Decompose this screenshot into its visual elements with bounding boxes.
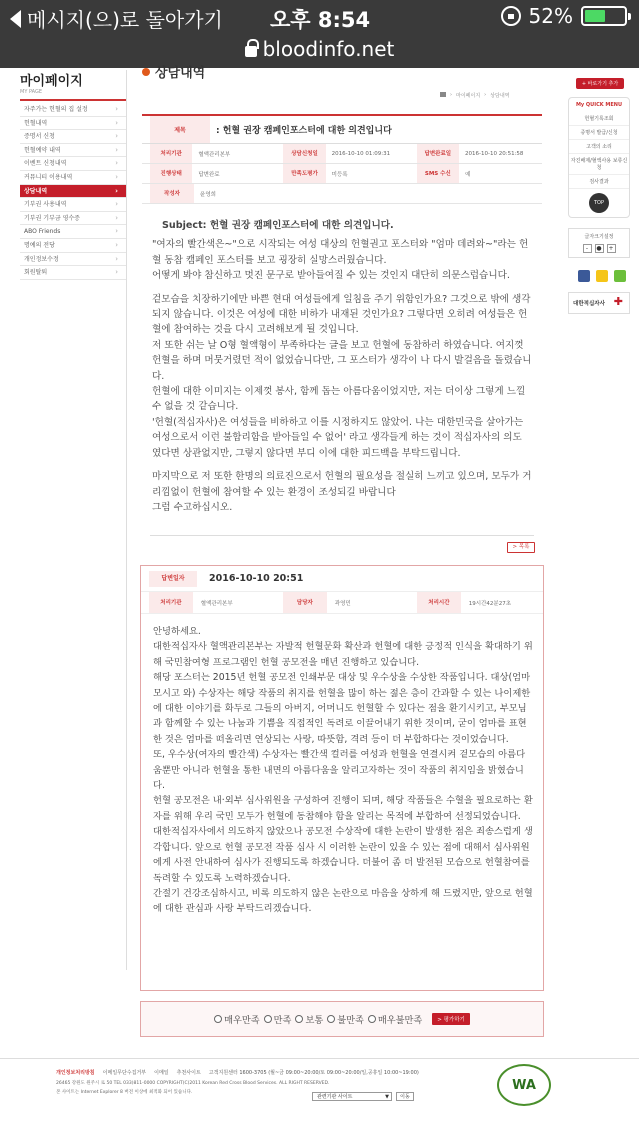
post-title: : 헌혈 권장 캠페인포스터에 대한 의견입니다 — [216, 126, 392, 136]
sidebar-item-certificate[interactable]: 증명서 신청 › — [20, 130, 126, 144]
radio-icon[interactable] — [264, 1015, 272, 1023]
home-icon[interactable] — [440, 92, 446, 97]
rotation-lock-icon — [501, 6, 521, 26]
kakaostory-icon[interactable] — [596, 270, 608, 282]
quick-item-certificate[interactable]: 증명서 발급/신청 — [569, 126, 629, 140]
go-button[interactable]: 이동 — [396, 1092, 414, 1101]
post-paragraph: "여자의 빨간색은~"으로 시작되는 여성 대상의 헌혈권고 포스터와 "엄마 데려와~"라는 헌혈 동참 캠페인 포스터를 보고 굉장히 실망스러웠습니다. 어떻게 봐야 참신하고 멋진 문구로 받아들여질 수 있는 것인지 대단히 의문스럽습니다. — [152, 239, 529, 282]
sidebar-title: 마이페이지 — [20, 74, 83, 89]
post-body — [142, 204, 542, 515]
redcross-label: 대한적십자사 — [573, 301, 605, 307]
url-text: bloodinfo.net — [262, 37, 395, 61]
satisfaction-rating — [140, 1001, 544, 1037]
info-key: 처리시간 — [417, 592, 461, 613]
clock: 오후 8:54 — [270, 8, 371, 32]
sidebar-subtitle: MY PAGE — [20, 89, 126, 101]
info-key: 작성자 — [150, 184, 194, 203]
answer-date-label: 답변일자 — [149, 571, 197, 587]
breadcrumb — [440, 92, 509, 99]
radio-icon[interactable] — [368, 1015, 376, 1023]
quick-menu-title: My QUICK MENU — [575, 102, 623, 108]
info-value: 혈액관리본부 — [200, 600, 233, 607]
answer-date: 2016-10-10 20:51 — [209, 573, 304, 584]
footer-link-email-refusal[interactable]: 이메일무단수집거부 — [102, 1070, 147, 1076]
radio-icon[interactable] — [327, 1015, 335, 1023]
red-cross-icon: ✚ — [613, 295, 623, 308]
rating-label: 매우불만족 — [377, 1015, 423, 1026]
rating-option-very-dissatisfied[interactable] — [368, 1012, 422, 1026]
post-detail — [142, 114, 542, 523]
quick-menu — [568, 97, 630, 218]
info-key: 진행상태 — [150, 164, 192, 183]
info-key: SMS 수신 — [417, 164, 459, 183]
info-value: 윤영희 — [200, 191, 216, 198]
info-value: 미등록 — [331, 171, 348, 178]
sidebar-item-donation-history[interactable]: 헌혈내역 › — [20, 117, 126, 131]
info-value: 혈액관리본부 — [198, 151, 231, 158]
font-size-control — [568, 228, 630, 258]
info-value: 곽영민 — [334, 600, 351, 607]
info-value: 2016-10-10 01:09:31 — [331, 150, 391, 157]
sidebar-item-event[interactable]: 이벤트 신청내역 › — [20, 157, 126, 171]
title-label: 제목 — [150, 116, 210, 143]
bullet-icon — [142, 68, 150, 76]
facebook-icon[interactable] — [578, 270, 590, 282]
list-button[interactable]: > 목록 — [507, 542, 535, 553]
info-value: 답변완료 — [198, 171, 220, 178]
page-title-text: 상담내역 — [155, 66, 206, 81]
sidebar-item-community[interactable]: 커뮤니티 이용내역 › — [20, 171, 126, 185]
answer-box — [140, 565, 544, 991]
sidebar-divider — [126, 70, 127, 970]
sidebar-item-withdraw[interactable]: 회원탈퇴 › — [20, 266, 126, 280]
rating-option-neutral[interactable] — [295, 1012, 323, 1026]
info-row — [142, 184, 542, 204]
sidebar-item-receipt[interactable]: 기부권 기부금 영수증 › — [20, 212, 126, 226]
sidebar-item-consultation[interactable]: 상담내역 › — [20, 185, 126, 199]
url-bar[interactable] — [0, 37, 639, 61]
rating-label: 만족 — [273, 1015, 292, 1026]
info-key: 답변완료일 — [417, 144, 459, 163]
footer-link-email[interactable]: 이메일 — [154, 1070, 169, 1076]
battery-percent: 52% — [528, 4, 573, 28]
padlock-icon — [245, 46, 257, 57]
post-paragraph: 마지막으로 저 또한 한명의 의료진으로서 헌혈의 필요성을 절실히 느끼고 있으며, 모두가 거리낌없이 헌혈에 참여할 수 있는 환경이 조성되길 바랍니다 그럼 수고하십시오. — [152, 471, 532, 513]
info-key: 처리기관 — [149, 592, 193, 613]
font-decrease-button[interactable]: - — [583, 244, 592, 253]
rating-label: 보통 — [305, 1015, 324, 1026]
font-size-buttons — [573, 244, 625, 253]
blog-icon[interactable] — [614, 270, 626, 282]
post-subject: Subject: 헌혈 권장 캠페인포스터에 대한 의견입니다. — [162, 220, 394, 231]
sidebar-item-favorite-center[interactable]: 자주가는 헌혈의 집 설정 › — [20, 103, 126, 117]
footer-browser-note: 본 사이트는 Internet Explorer 8 버전 이상에 최적화 되어 있습니다. — [56, 1090, 193, 1095]
rating-option-very-satisfied[interactable] — [214, 1012, 260, 1026]
post-title-row — [142, 114, 542, 144]
status-indicators — [501, 4, 627, 28]
quick-item-test-result[interactable]: 검사결과 — [569, 175, 629, 189]
breadcrumb-sep: › — [484, 92, 487, 98]
info-value: 19시간42분27초 — [468, 600, 512, 607]
back-to-messages-button[interactable] — [10, 4, 223, 33]
info-key: 처리기관 — [150, 144, 192, 163]
rating-label: 매우만족 — [224, 1015, 260, 1026]
back-label: 메시지(으)로 돌아가기 — [27, 8, 223, 32]
breadcrumb-mypage[interactable]: 마이페이지 — [456, 93, 481, 99]
add-shortcut-button[interactable]: + 바로가기 추가 — [576, 78, 624, 89]
footer-links — [56, 1069, 419, 1076]
font-reset-button[interactable]: ● — [596, 245, 602, 252]
battery-icon — [581, 6, 627, 26]
footer-address: 26465 강원도 원주시 로 50 TEL 033)811-0000 COPYRIGHT(C)2011 Korean Red Cross Blood Services. ALL RIGHT RESERVED. — [56, 1081, 330, 1086]
radio-icon[interactable] — [214, 1015, 222, 1023]
sidebar — [20, 70, 126, 280]
submit-rating-button[interactable]: > 평가하기 — [432, 1013, 470, 1025]
rating-label: 불만족 — [337, 1015, 364, 1026]
footer-support-center: 고객지원센터 1600-3705 (월~금 09:00~20:00/토 09:00~20:00/일,공휴일 10:00~19:00) — [208, 1070, 419, 1076]
sidebar-item-abo-friends[interactable]: ABO Friends › — [20, 225, 126, 239]
sidebar-item-edit-profile[interactable]: 개인정보수정 › — [20, 253, 126, 267]
post-paragraph: 겉모습을 치장하기에만 바쁜 현대 여성들에게 일침을 주기 위함인가요? 그것으로 밖에 생각되지 않습니다. 이것은 여성에 대한 비하가 내재된 것인가요? 그렇다면 오히려 여성들은 헌혈에 참여하는 것을 다시 고려해보게 될 것입니다. 저 또한 쉬는 날 O형 혈액형이 부족하다는 글을 보고 헌혈에 동참하러 하였습니다. 여지껏 헌혈을 하며 머뭇거렸던 적이 없었습니다만, 그 포스터가 생각이 나 다시 발걸음을 돌렸습니다. 헌혈에 대한 이미지는 이제껏 봉사, 함께 돕는 아름다움이었지만, 저는 더이상 그렇게 느낄 수 없을 것 같습니다. '헌혈(적십자사)은 여성들을 비하하고 이를 시정하지도 않았어. 나는 대한민국을 살아가는 여성으로서 이런 불합리함을 받아들일 수 없어' 라고 생각들게 하는 것이 적십자사의 의도 였다면 상관없지만, 그렇지 않다면 부디 이에 대한 피드백을 부탁드립니다. — [152, 293, 532, 459]
sidebar-item-reservation[interactable]: 헌혈예약 내역 › — [20, 144, 126, 158]
page-title — [142, 62, 205, 81]
related-sites-select[interactable]: 관련기관 사이트 ▼ — [312, 1092, 392, 1101]
quick-item-customer-voice[interactable]: 고객의 소리 — [569, 140, 629, 154]
web-accessibility-badge: WA — [497, 1064, 551, 1106]
quick-sidebar — [566, 78, 632, 314]
footer-link-recommended[interactable]: 추천사이트 — [176, 1070, 201, 1076]
info-value: 2016-10-10 20:51:58 — [465, 150, 524, 157]
answer-text: 안녕하세요. 대한적십자사 혈액관리본부는 자발적 헌혈문화 확산과 헌혈에 대한 긍정적 인식을 확대하기 위해 국민참여형 프로그램인 헌혈 공모전을 매년 진행하고 있습니다. 해당 포스터는 2015년 헌혈 공모전 인쇄부문 대상 및 우수상을 수상한 작품입니다. 대상(엄마모시고 와) 수상자는 해당 작품의 취지를 헌혈을 많이 하는 젊은 층이 간과할 수 있는 나이제한에 대한 이야기를 화두로 그들의 아버지, 어머니도 헌혈할 수 있다는 점을 환기시키고, 부모님과 함께할 수 있는 나눔과 기쁨을 직접적인 독려로 이끌어내기 위한 것이며, 굳이 엄마를 표현한 것은 엄마를 떠올리면 연상되는 사랑, 따뜻함, 격려 등이 더 부합하다는 것이었습니다. 또, 우수상(여자의 빨간색) 수상자는 빨간색 컬러를 여성과 헌혈을 연결시켜 겉모습의 아름다움뿐만 아니라 헌혈을 통한 내면의 아름다움을 알리고자하는 것이 작품의 취지임을 밝혔습니다. 헌혈 공모전은 내·외부 심사위원을 구성하여 진행이 되며, 해당 작품들은 수혈을 필요로하는 환자를 위해 우리 국민 모두가 헌혈에 동참해야 함을 알리는 목적에 부합하여 선정되었습니다. 대한적십자사에서 의도하지 않았으나 공모전 수상작에 대한 논란이 발생한 점은 죄송스럽게 생각합니다. 앞으로 헌혈 공모전 작품 심사 시 이러한 논란이 있을 수 있는 점에 대해서 심사위원에게 사전 안내하여 심사가 진행되도록 하겠습니다. 더불어 좀 더 발전된 모습으로 헌혈참여를 독려할 수 있도록 노력하겠습니다. 간절기 건강조심하시고, 비록 의도하지 않은 논란으로 마음을 상하게 해 드렸지만, 앞으로 헌혈에 대한 관심과 사랑 부탁드리겠습니다. — [153, 626, 533, 915]
top-button[interactable]: TOP — [589, 193, 609, 213]
breadcrumb-sep: › — [450, 92, 452, 98]
browser-status-bar — [0, 0, 639, 68]
radio-icon[interactable] — [295, 1015, 303, 1023]
answer-info-row — [141, 592, 543, 614]
info-row — [142, 164, 542, 184]
info-value: 예 — [465, 171, 471, 178]
post-divider — [150, 535, 534, 536]
info-key: 상담신청일 — [283, 144, 325, 163]
font-size-title: 글자크기설정 — [584, 234, 614, 240]
info-key: 만족도평가 — [283, 164, 325, 183]
sidebar-item-hall-of-fame[interactable]: 명예의 전당 › — [20, 239, 126, 253]
social-links — [578, 270, 632, 282]
sidebar-item-donation-voucher[interactable]: 기부권 사용내역 › — [20, 198, 126, 212]
font-increase-button[interactable]: + — [608, 245, 614, 252]
breadcrumb-current: 상담내역 — [490, 93, 510, 99]
redcross-link[interactable] — [568, 292, 630, 314]
quick-item-self-exclusion[interactable]: 자진배제/혈액사용 보류신청 — [569, 154, 629, 175]
back-arrow-icon — [10, 10, 21, 28]
quick-item-donation-record[interactable]: 헌혈기록조회 — [569, 112, 629, 126]
rating-option-dissatisfied[interactable] — [327, 1012, 364, 1026]
info-row — [142, 144, 542, 164]
rating-option-satisfied[interactable] — [264, 1012, 292, 1026]
answer-date-row — [141, 566, 543, 592]
footer-link-privacy[interactable]: 개인정보처리방침 — [56, 1070, 95, 1076]
info-key: 담당자 — [283, 592, 327, 613]
